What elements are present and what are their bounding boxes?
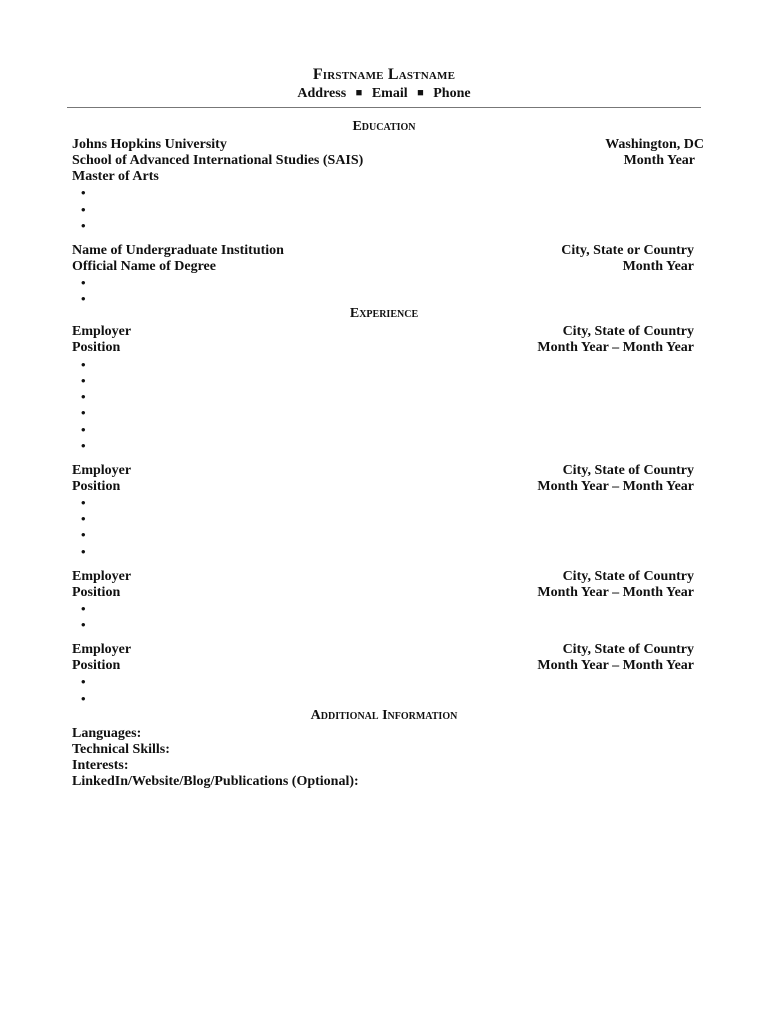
position-dates: Month Year – Month Year — [537, 340, 694, 355]
employer-location: City, State of Country — [562, 324, 694, 339]
position-dates: Month Year – Month Year — [537, 479, 694, 494]
undergrad-degree: Official Name of Degree — [72, 259, 216, 274]
employer-location: City, State of Country — [562, 463, 694, 478]
grad-school: School of Advanced International Studies (SAIS) — [72, 153, 364, 168]
address-text: Address — [297, 86, 347, 101]
employer-row — [72, 641, 694, 658]
position-title: Position — [72, 479, 121, 494]
undergrad-degree-row — [72, 258, 694, 275]
bullet-point: • — [81, 185, 86, 200]
bullet-point: • — [81, 438, 86, 453]
linkedin-label: LinkedIn/Website/Blog/Publications (Optional): — [72, 774, 359, 789]
technical-skills-label: Technical Skills: — [72, 742, 170, 757]
grad-institution: Johns Hopkins University — [72, 137, 227, 152]
bullet-point: • — [81, 275, 86, 290]
additional-info-heading: Additional Information — [310, 708, 458, 723]
position-title: Position — [72, 658, 121, 673]
bullet-point: • — [81, 291, 86, 306]
undergrad-date: Month Year — [622, 259, 694, 274]
contact-line — [0, 86, 768, 102]
bullet-point: • — [81, 405, 86, 420]
undergrad-location: City, State or Country — [561, 243, 694, 258]
bullet-point: • — [81, 617, 86, 632]
bullet-point: • — [81, 389, 86, 404]
bullet-point: • — [81, 544, 86, 559]
languages-label: Languages: — [72, 726, 142, 741]
separator-square-icon: ■ — [417, 87, 424, 99]
position-row — [72, 478, 694, 495]
employer-name: Employer — [72, 569, 132, 584]
separator-square-icon: ■ — [355, 87, 363, 99]
experience-heading: Experience — [349, 306, 419, 321]
grad-location: Washington, DC — [605, 137, 704, 152]
employer-row — [72, 462, 694, 479]
position-title: Position — [72, 340, 121, 355]
bullet-point: • — [81, 511, 86, 526]
grad-degree: Master of Arts — [72, 169, 159, 184]
header-divider — [67, 107, 701, 108]
bullet-point: • — [81, 357, 86, 372]
position-dates: Month Year – Month Year — [537, 585, 694, 600]
bullet-point: • — [81, 601, 86, 616]
bullet-point: • — [81, 674, 86, 689]
email-text: Email — [371, 86, 408, 101]
phone-text: Phone — [433, 86, 471, 101]
position-row — [72, 339, 694, 356]
employer-location: City, State of Country — [562, 569, 694, 584]
interests-label: Interests: — [72, 758, 129, 773]
undergrad-institution: Name of Undergraduate Institution — [72, 243, 284, 258]
bullet-point: • — [81, 422, 86, 437]
bullet-point: • — [81, 373, 86, 388]
bullet-point: • — [81, 691, 86, 706]
bullet-point: • — [81, 202, 86, 217]
position-title: Position — [72, 585, 121, 600]
bullet-point: • — [81, 495, 86, 510]
grad-date: Month Year — [623, 153, 695, 168]
employer-name: Employer — [72, 324, 132, 339]
employer-row — [72, 323, 694, 340]
undergrad-institution-row — [72, 242, 694, 259]
employer-location: City, State of Country — [562, 642, 694, 657]
grad-school-row — [72, 152, 695, 169]
employer-name: Employer — [72, 463, 132, 478]
bullet-point: • — [81, 218, 86, 233]
grad-institution-row — [72, 136, 704, 153]
education-heading: Education — [352, 119, 416, 134]
position-row — [72, 584, 694, 601]
resume-name: Firstname Lastname — [312, 66, 456, 83]
position-dates: Month Year – Month Year — [537, 658, 694, 673]
bullet-point: • — [81, 527, 86, 542]
employer-row — [72, 568, 694, 585]
position-row — [72, 657, 694, 674]
employer-name: Employer — [72, 642, 132, 657]
